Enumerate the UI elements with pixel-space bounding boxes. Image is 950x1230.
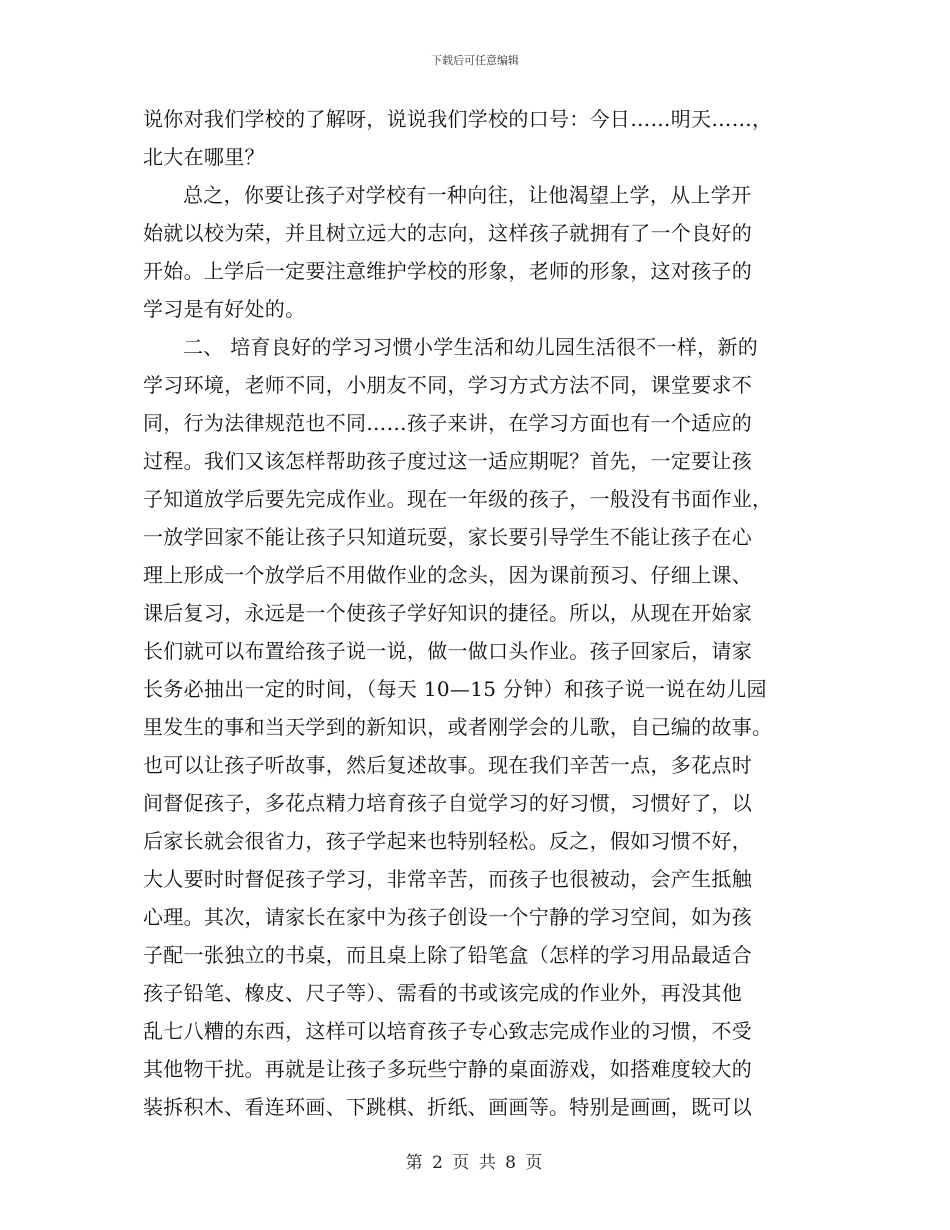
text-line: 长们就可以布置给孩子说一说，做一做口头作业。孩子回家后，请家	[143, 639, 752, 663]
text-line: 子知道放学后要先完成作业。现在一年级的孩子，一般没有书面作业，	[143, 487, 773, 511]
text-line: 理上形成一个放学后不用做作业的念头，因为课前预习、仔细上课、	[143, 563, 752, 587]
text-line: 开始。上学后一定要注意维护学校的形象，老师的形象，这对孩子的	[143, 259, 752, 283]
text-line: 学习是有好处的。	[143, 297, 306, 321]
text-line: 一放学回家不能让孩子只知道玩耍，家长要引导学生不能让孩子在心	[143, 525, 752, 549]
text-line: 也可以让孩子听故事，然后复述故事。现在我们辛苦一点，多花点时	[143, 753, 752, 777]
text-line: 长务必抽出一定的时间，（每天 10—15 分钟）和孩子说一说在幼儿园	[143, 677, 767, 701]
text-line: 其他物干扰。再就是让孩子多玩些宁静的桌面游戏，如搭难度较大的	[143, 1057, 752, 1081]
text-line: 说你对我们学校的了解呀，说说我们学校的口号：今日……明天……，	[143, 107, 773, 131]
text-line: 过程。我们又该怎样帮助孩子度过这一适应期呢？首先，一定要让孩	[143, 449, 752, 473]
text-line: 学习环境，老师不同，小朋友不同，学习方式方法不同，课堂要求不	[143, 373, 752, 397]
text-line: 装拆积木、看连环画、下跳棋、折纸、画画等。特别是画画，既可以	[143, 1095, 752, 1119]
document-body	[143, 100, 813, 1126]
text-line: 子配一张独立的书桌，而且桌上除了铅笔盒（怎样的学习用品最适合	[143, 943, 752, 967]
text-line: 大人要时时督促孩子学习，非常辛苦，而孩子也很被动，会产生抵触	[143, 867, 752, 891]
text-line: 孩子铅笔、橡皮、尺子等）、需看的书或该完成的作业外，再没其他	[143, 981, 742, 1005]
text-line: 后家长就会很省力，孩子学起来也特别轻松。反之，假如习惯不好，	[143, 829, 752, 853]
text-line: 课后复习，永远是一个使孩子学好知识的捷径。所以，从现在开始家	[143, 601, 752, 625]
text-line: 同，行为法律规范也不同……孩子来讲，在学习方面也有一个适应的	[143, 411, 752, 435]
text-line: 间督促孩子，多花点精力培育孩子自觉学习的好习惯，习惯好了，以	[143, 791, 752, 815]
text-line: 北大在哪里？	[143, 145, 265, 169]
text-line: 里发生的事和当天学到的新知识，或者刚学会的儿歌，自己编的故事。	[143, 715, 773, 739]
page-header: 下载后可任意编辑	[431, 54, 519, 67]
text-line: 心理。其次，请家长在家中为孩子创设一个宁静的学习空间，如为孩	[143, 905, 752, 929]
text-line: 二、 培育良好的学习习惯小学生活和幼儿园生活很不一样，新的	[183, 335, 759, 359]
page-footer: 第 2 页 共 8 页	[405, 1153, 545, 1173]
text-line: 乱七八糟的东西，这样可以培育孩子专心致志完成作业的习惯，不受	[143, 1019, 752, 1043]
text-line: 总之，你要让孩子对学校有一种向往，让他渴望上学，从上学开	[183, 183, 752, 207]
text-line: 始就以校为荣，并且树立远大的志向，这样孩子就拥有了一个良好的	[143, 221, 752, 245]
